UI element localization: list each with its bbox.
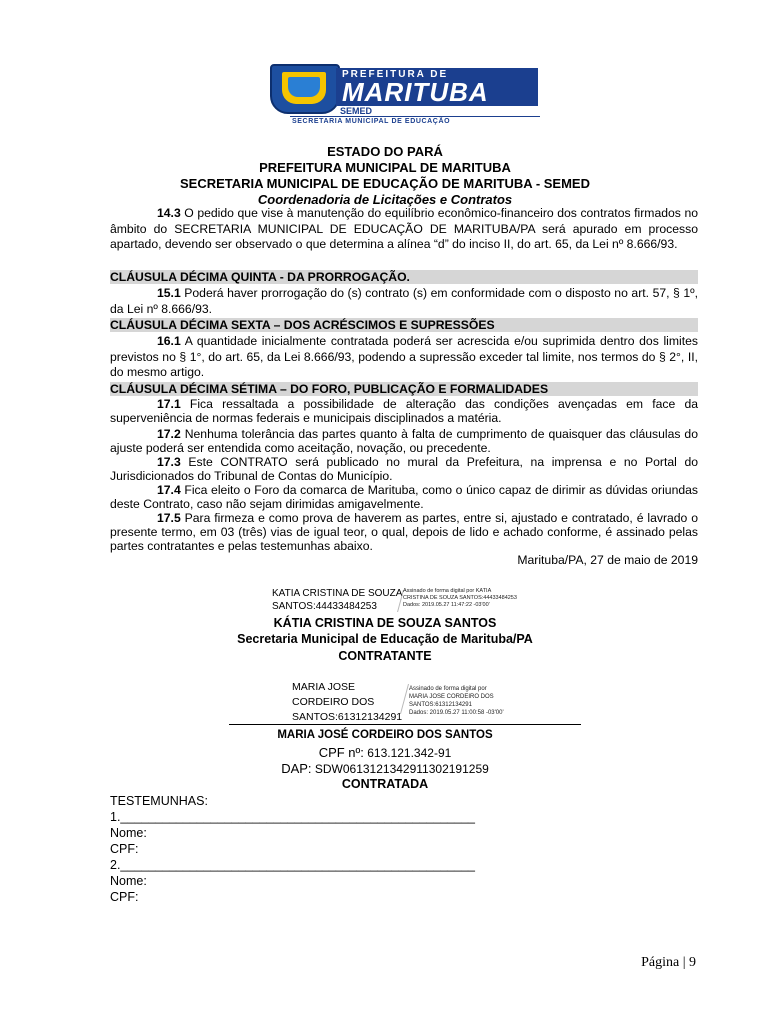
witness-2-cpf-label: CPF: <box>110 890 139 904</box>
paragraph-text: Poderá haver prorrogação do (s) contrato (s) em conformidade com o disposto no art. 57, § 1º, da Lei nº 8.666/93. <box>110 286 698 316</box>
document-date: Marituba/PA, 27 de maio de 2019 <box>517 553 698 567</box>
paragraph-17-2 <box>110 427 698 455</box>
paragraph-number: 15.1 <box>157 286 181 300</box>
witness-1-name-label: Nome: <box>110 826 147 840</box>
page-number: Página | 9 <box>641 955 696 970</box>
paragraph-15-1 <box>110 286 698 317</box>
cpf-label: CPF nº: <box>318 745 364 760</box>
signature-name-line: SANTOS:44433484253 <box>272 601 377 612</box>
signature-detail-line: SANTOS:61312134291 <box>409 702 472 708</box>
contratada-dap <box>0 761 770 776</box>
contratante-name: KÁTIA CRISTINA DE SOUZA SANTOS <box>273 616 497 630</box>
paragraph-17-4 <box>110 483 698 511</box>
digital-signature-2-name <box>292 680 402 725</box>
paragraph-text: Para firmeza e como prova de haverem as partes, entre si, ajustado e contratado, é lavrado o presente termo, em 03 (três) vias de igual teor, o qual, depois de lido e achado conforme, é assinado pelas partes contratantes e pelas testemunhas abaixo. <box>110 511 698 553</box>
logo-banner <box>336 68 538 106</box>
paragraph-16-1 <box>110 334 698 381</box>
clause-15-heading: CLÁUSULA DÉCIMA QUINTA - DA PRORROGAÇÃO. <box>110 270 698 284</box>
dap-label: DAP: <box>281 761 312 776</box>
contratante-role: Secretaria Municipal de Educação de Marituba/PA <box>237 632 533 646</box>
paragraph-text: A quantidade inicialmente contratada poderá ser acrescida e/ou suprimida dentro dos limites previstos no § 1°, do art. 65, da Lei 8.666/93, podendo a supressão exceder tal limite, nos termos do § 2°, II, do mesmo artigo. <box>110 334 698 379</box>
signature-line <box>229 724 581 725</box>
paragraph-text: Fica ressaltada a possibilidade de alteração das condições avençadas em face da superveniência de normas federais e municipais disciplinados a matéria. <box>110 397 698 425</box>
logo-prefeitura-text: PREFEITURA DE <box>342 69 449 80</box>
paragraph-text: Fica eleito o Foro da comarca de Marituba, como o único capaz de dirimir as dúvidas oriundas deste Contrato, caso não sejam dirimidas amigavelmente. <box>110 483 698 511</box>
header-coordenadoria-text: Coordenadoria de Licitações e Contratos <box>257 192 513 207</box>
paragraph-number: 17.3 <box>157 455 181 469</box>
contratada-cpf <box>0 745 770 760</box>
paragraph-number: 14.3 <box>157 206 181 220</box>
paragraph-number: 17.1 <box>157 397 181 411</box>
logo-divider <box>290 116 540 117</box>
paragraph-number: 17.5 <box>157 511 181 525</box>
paragraph-number: 17.4 <box>157 483 181 497</box>
witness-2-line: 2.___________________________________________________ <box>110 858 475 872</box>
logo-city-name: MARITUBA <box>342 77 489 107</box>
paragraph-17-1 <box>110 397 698 425</box>
paragraph-text: Este CONTRATO será publicado no mural da Prefeitura, na imprensa e no Portal do Jurisdicionados do Tribunal de Contas do Município. <box>110 455 698 483</box>
paragraph-number: 17.2 <box>157 427 181 441</box>
witnesses-title: TESTEMUNHAS: <box>110 794 208 808</box>
witness-2-name-label: Nome: <box>110 874 147 888</box>
signature-detail-line: Dados: 2019.05.27 11:47:22 -03'00' <box>403 602 490 608</box>
paragraph-17-5 <box>110 511 698 553</box>
clause-17-heading: CLÁUSULA DÉCIMA SÉTIMA – DO FORO, PUBLICAÇÃO E FORMALIDADES <box>110 382 698 396</box>
signature-detail-line: Dados: 2019.05.27 11:00:58 -03'00' <box>409 710 504 716</box>
digital-signature-1-name <box>272 587 402 613</box>
paragraph-number: 16.1 <box>157 334 181 348</box>
paragraph-17-3 <box>110 455 698 483</box>
witness-1-cpf-label: CPF: <box>110 842 139 856</box>
signature-name-line: KATIA CRISTINA DE SOUZA <box>272 588 403 599</box>
digital-signature-1-details <box>403 588 517 609</box>
logo-semed: SEMED <box>340 106 373 116</box>
witness-1-line: 1.___________________________________________________ <box>110 810 475 824</box>
header-state: ESTADO DO PARÁ <box>327 144 443 159</box>
dap-value: SDW0613121342911302191259 <box>311 762 489 776</box>
clause-16-heading: CLÁUSULA DÉCIMA SEXTA – DOS ACRÉSCIMOS E SUPRESSÕES <box>110 318 698 332</box>
signature-detail-line: Assinado de forma digital por KATIA <box>403 588 492 594</box>
contratante-label: CONTRATANTE <box>338 649 432 663</box>
signature-detail-line: Assinado de forma digital por <box>409 686 487 692</box>
coat-of-arms-icon <box>270 64 340 114</box>
signature-name-line: CORDEIRO DOS <box>292 696 375 708</box>
paragraph-text: O pedido que vise à manutenção do equilíbrio econômico-financeiro dos contratos firmados no âmbito do SECRETARIA MUNICIPAL DE EDUCAÇÃO DE MARITUBA/PA será apurado em processo apartado, devendo ser observado o que determina a alínea “d” do inciso II, do art. 65, da Lei nº 8.666/93. <box>110 206 698 251</box>
signature-name-line: MARIA JOSE <box>292 681 356 693</box>
digital-signature-2-details <box>409 685 504 717</box>
contratada-name: MARIA JOSÉ CORDEIRO DOS SANTOS <box>277 729 493 741</box>
header-secretaria: SECRETARIA MUNICIPAL DE EDUCAÇÃO DE MARITUBA - SEMED <box>180 176 590 191</box>
signature-detail-line: CRISTINA DE SOUZA SANTOS:44433484253 <box>403 595 517 601</box>
signature-name-line: SANTOS:61312134291 <box>292 711 403 723</box>
paragraph-14-3 <box>110 206 698 253</box>
contratada-label: CONTRATADA <box>341 777 429 791</box>
prefeitura-logo <box>270 64 540 130</box>
header-prefeitura: PREFEITURA MUNICIPAL DE MARITUBA <box>259 160 511 175</box>
cpf-value: 613.121.342-91 <box>363 746 452 760</box>
paragraph-text: Nenhuma tolerância das partes quanto à falta de cumprimento de quaisquer das cláusulas do ajuste poderá ser entendida como aceitação, novação, ou precedente. <box>110 427 698 455</box>
logo-secretaria: SECRETARIA MUNICIPAL DE EDUCAÇÃO <box>292 118 451 125</box>
signature-detail-line: MARIA JOSE CORDEIRO DOS <box>409 694 494 700</box>
